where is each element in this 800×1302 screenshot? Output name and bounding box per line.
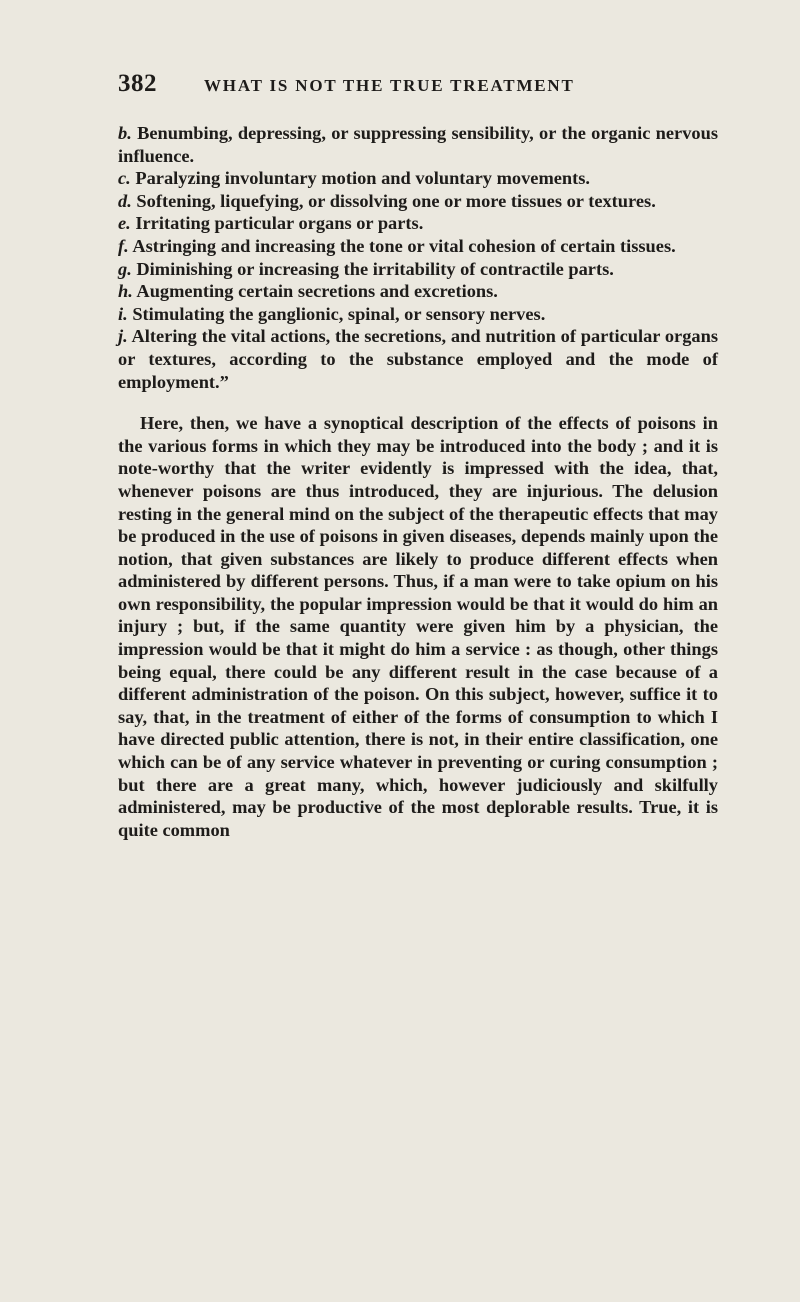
item-letter: d. <box>118 190 132 211</box>
running-head <box>118 70 718 104</box>
item-text: Diminishing or increasing the irritability of contractile parts. <box>131 258 614 279</box>
item-letter: b. <box>118 123 132 143</box>
running-title: WHAT IS NOT THE TRUE TREATMENT <box>204 76 575 95</box>
item-text: Softening, liquefying, or dissolving one or more tissues or textures. <box>131 190 656 211</box>
page-number: 382 <box>118 70 157 97</box>
item-letter: h. <box>118 281 133 302</box>
item-text: Astringing and increasing the tone or vital cohesion of certain tissues. <box>128 235 676 256</box>
item-text: Irritating particular organs or parts. <box>130 213 424 234</box>
list-item <box>118 303 718 326</box>
list-item <box>118 280 718 303</box>
item-letter: c. <box>118 168 131 189</box>
body-paragraph: Here, then, we have a synoptical description of the effects of poisons in the various forms in which they may be introduced into the body ; and it is note-worthy that the writer evidently is impressed with the idea, that, whenever poisons are thus introduced, they are injurious. The delusion resting in the general mind on the subject of the therapeutic effects that may be produced in the use of poisons in given diseases, depends mainly upon the notion, that given substances are likely to produce different effects when administered by different persons. Thus, if a man were to take opium on his own responsibility, the popular impression would be that it would do him an injury ; but, if the same quantity were given him by a physician, the impression would be that it might do him a service : as though, other things being equal, there could be any different result in the case because of a different administration of the poison. On this subject, however, suffice it to say, that, in the treatment of either of the forms of consumption to which I have directed public attention, there is not, in their entire classification, one which can be of any service whatever in preventing or curing consumption ; but there are a great many, which, however judiciously and skilfully administered, may be productive of the most deplorable results. True, it is quite common <box>118 413 718 840</box>
item-text: Paralyzing involuntary motion and voluntary movements. <box>130 168 591 189</box>
list-item <box>118 167 718 190</box>
item-letter: i. <box>118 303 128 324</box>
item-text: Altering the vital actions, the secretions, and nutrition of particular organs or textures, according to the substance employed and the mode of employment.” <box>118 326 718 392</box>
item-text: Benumbing, depressing, or suppressing sensibility, or the organic nervous influence. <box>118 123 718 166</box>
list-item <box>118 122 718 167</box>
item-letter: g. <box>118 258 132 279</box>
item-letter: e. <box>118 213 131 234</box>
item-text: Stimulating the ganglionic, spinal, or sensory nerves. <box>127 303 546 324</box>
list-item <box>118 190 718 213</box>
list-item <box>118 325 718 393</box>
item-letter: f. <box>118 235 129 256</box>
body-text <box>118 122 718 841</box>
list-item <box>118 235 718 258</box>
list-item <box>118 212 718 235</box>
item-letter: j. <box>118 326 128 347</box>
item-text: Augmenting certain secretions and excretions. <box>132 281 498 302</box>
list-item <box>118 258 718 281</box>
